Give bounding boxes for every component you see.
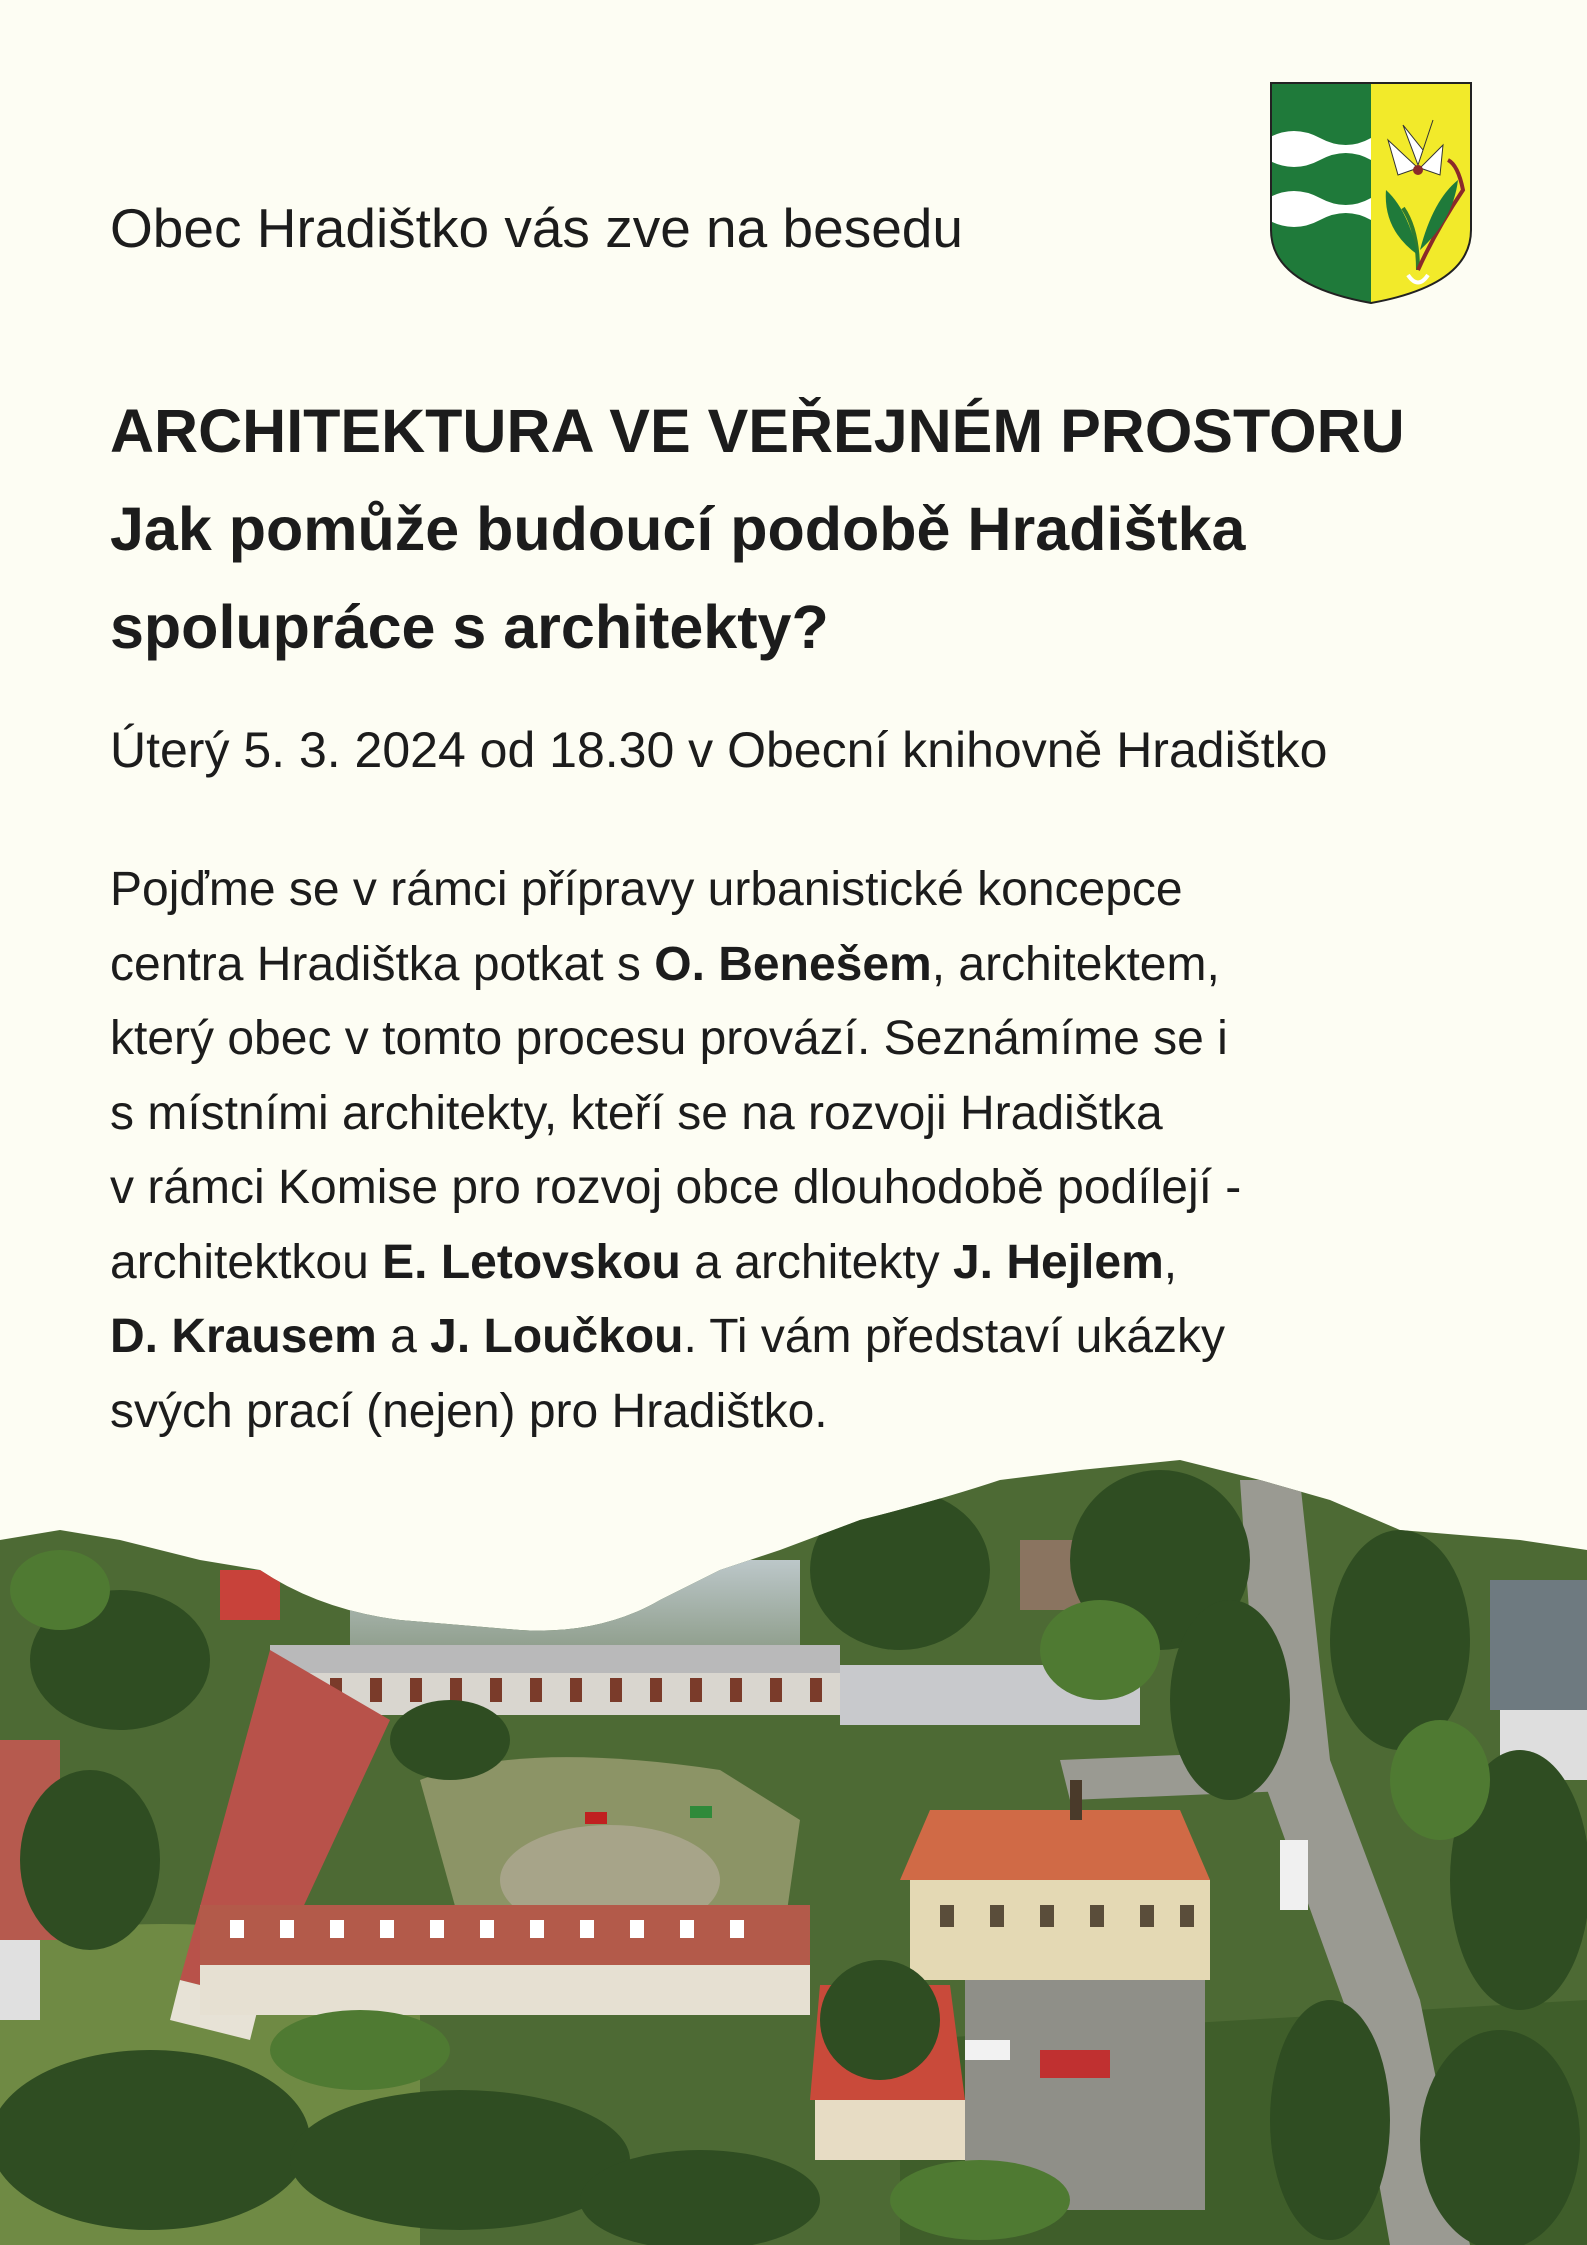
- aerial-village-photo: [0, 1440, 1587, 2245]
- body-text-segment: , architektem,: [931, 937, 1220, 991]
- body-line-7: [110, 1300, 1540, 1375]
- body-line-6: [110, 1226, 1540, 1301]
- headline-question-line2: spolupráce s architekty?: [110, 593, 829, 661]
- invitation-intro: Obec Hradištko vás zve na besedu: [110, 197, 963, 259]
- body-text-segment: ,: [1163, 1235, 1178, 1289]
- body-line-1: Pojďme se v rámci přípravy urbanistické koncepce: [110, 863, 1183, 916]
- speaker-name: J. Hejlem: [952, 1235, 1164, 1289]
- body-line-5: v rámci Komise pro rozvoj obce dlouhodobě podílejí -: [110, 1161, 1242, 1214]
- body-text-segment: a architekty: [680, 1235, 953, 1289]
- speaker-name: D. Krausem: [110, 1310, 377, 1363]
- body-line-2: [110, 928, 1540, 1003]
- event-date-place: Úterý 5. 3. 2024 od 18.30 v Obecní knihovně Hradištko: [110, 722, 1328, 778]
- body-line-4: s místními architekty, kteří se na rozvoji Hradištka: [110, 1086, 1163, 1140]
- headline-title: ARCHITEKTURA VE VEŘEJNÉM PROSTORU: [110, 397, 1405, 465]
- headline: [110, 382, 1550, 676]
- speaker-name: E. Letovskou: [382, 1235, 681, 1289]
- coat-of-arms-icon: [1268, 80, 1474, 306]
- body-text-segment: centra Hradištka potkat s: [110, 937, 655, 991]
- body-text-segment: a: [376, 1310, 431, 1363]
- body-line-8: svých prací (nejen) pro Hradištko.: [110, 1384, 828, 1438]
- speaker-name: O. Benešem: [654, 937, 932, 991]
- body-text-segment: . Ti vám představí ukázky: [683, 1310, 1226, 1363]
- event-description: [110, 853, 1540, 1449]
- body-line-3: který obec v tomto procesu provází. Seznámíme se i: [110, 1012, 1228, 1065]
- body-text-segment: architektkou: [110, 1235, 383, 1289]
- speaker-name: J. Loučkou: [430, 1310, 684, 1363]
- headline-question-line1: Jak pomůže budoucí podobě Hradištka: [110, 495, 1246, 563]
